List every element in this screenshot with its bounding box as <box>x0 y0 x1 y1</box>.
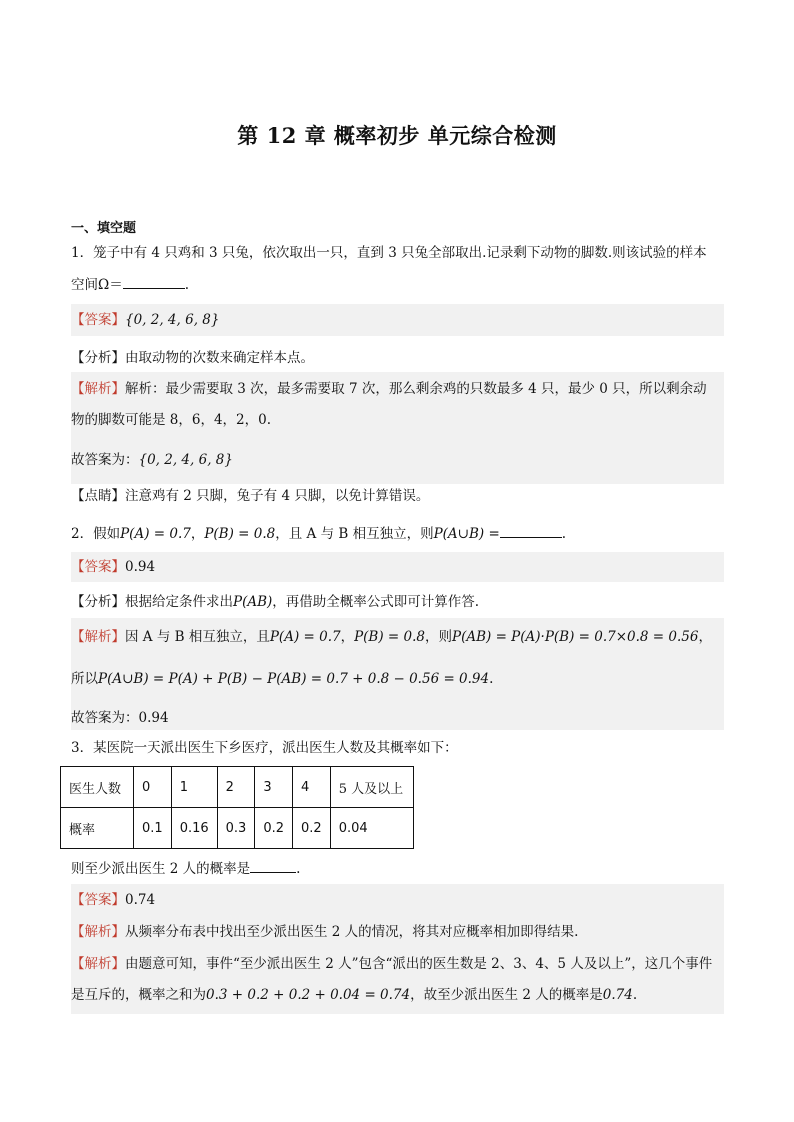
q2-final: 故答案为：0.94 <box>71 710 169 726</box>
q3-stem: 3．某医院一天派出医生下乡医疗，派出医生人数及其概率如下： <box>71 740 458 756</box>
table-cell: 5 人及以上 <box>330 767 413 808</box>
doctor-probability-table <box>60 766 414 849</box>
q2-solution-line1: 【解析】因 A 与 B 相互独立，且P(A) = 0.7，P(B) = 0.8，则P(AB) = P(A)·P(B) = 0.7×0.8 = 0.56， <box>71 629 712 645</box>
section-heading: 一、填空题 <box>71 221 137 236</box>
q2-analysis: 【分析】根据给定条件求出P(AB)，再借助全概率公式即可计算作答. <box>71 594 480 610</box>
q1-solution-line1: 【解析】解析：最少需要取 3 次，最多需要取 7 次，那么剩余鸡的只数最多 4 只，最少 0 只，所以剩余动 <box>71 381 707 397</box>
q3-solution-line2: 是互斥的，概率之和为0.3 + 0.2 + 0.2 + 0.04 = 0.74，故至少派出医生 2 人的概率是0.74. <box>71 987 638 1003</box>
table-cell: 1 <box>171 767 217 808</box>
table-row-doctor-count <box>61 767 414 808</box>
table-cell: 0.04 <box>330 808 413 849</box>
table-cell: 3 <box>255 767 293 808</box>
table-cell: 0.16 <box>171 808 217 849</box>
q3-answer: 【答案】0.74 <box>71 892 156 908</box>
table-cell: 医生人数 <box>61 767 134 808</box>
q1-stem-line1: 1．笼子中有 4 只鸡和 3 只兔，依次取出一只，直到 3 只兔全部取出.记录剩下动物的脚数.则该试验的样本 <box>71 245 707 261</box>
q1-final: 故答案为：{0, 2, 4, 6, 8} <box>71 452 233 468</box>
table-cell: 0.1 <box>134 808 172 849</box>
q2-answer-blank <box>500 523 562 538</box>
q2-answer-box <box>71 552 724 582</box>
q1-solution-line2: 物的脚数可能是 8，6，4，2，0. <box>71 412 272 428</box>
table-cell: 0.2 <box>255 808 293 849</box>
q2-answer: 【答案】0.94 <box>71 559 156 575</box>
q1-analysis: 【分析】由取动物的次数来确定样本点。 <box>71 350 314 366</box>
table-cell: 4 <box>293 767 331 808</box>
table-cell: 2 <box>217 767 255 808</box>
page-title: 第 12 章 概率初步 单元综合检测 <box>237 123 557 148</box>
table-cell: 0 <box>134 767 172 808</box>
table-cell: 概率 <box>61 808 134 849</box>
table-cell: 0.3 <box>217 808 255 849</box>
q2-stem: 2．假如P(A) = 0.7，P(B) = 0.8，且 A 与 B 相互独立，则P(A∪B) = . <box>71 523 566 544</box>
q1-tip: 【点睛】注意鸡有 2 只脚，兔子有 4 只脚，以免计算错误。 <box>71 488 430 504</box>
q3-analysis: 【解析】从频率分布表中找出至少派出医生 2 人的情况，将其对应概率相加即得结果. <box>71 924 579 940</box>
q3-question: 则至少派出医生 2 人的概率是 . <box>71 858 300 879</box>
q1-answer-blank <box>123 274 185 289</box>
q3-solution-line1: 【解析】由题意可知，事件“至少派出医生 2 人”包含“派出的医生数是 2、3、4、5 人及以上”，这几个事件 <box>71 956 713 972</box>
table-cell: 0.2 <box>293 808 331 849</box>
q3-answer-blank <box>250 858 296 873</box>
table-row-probability <box>61 808 414 849</box>
q1-stem-line2: 空间Ω＝ . <box>71 274 189 295</box>
q2-solution-line2: 所以P(A∪B) = P(A) + P(B) − P(AB) = 0.7 + 0.8 − 0.56 = 0.94. <box>71 671 494 687</box>
q1-answer: 【答案】{0, 2, 4, 6, 8} <box>71 312 220 328</box>
